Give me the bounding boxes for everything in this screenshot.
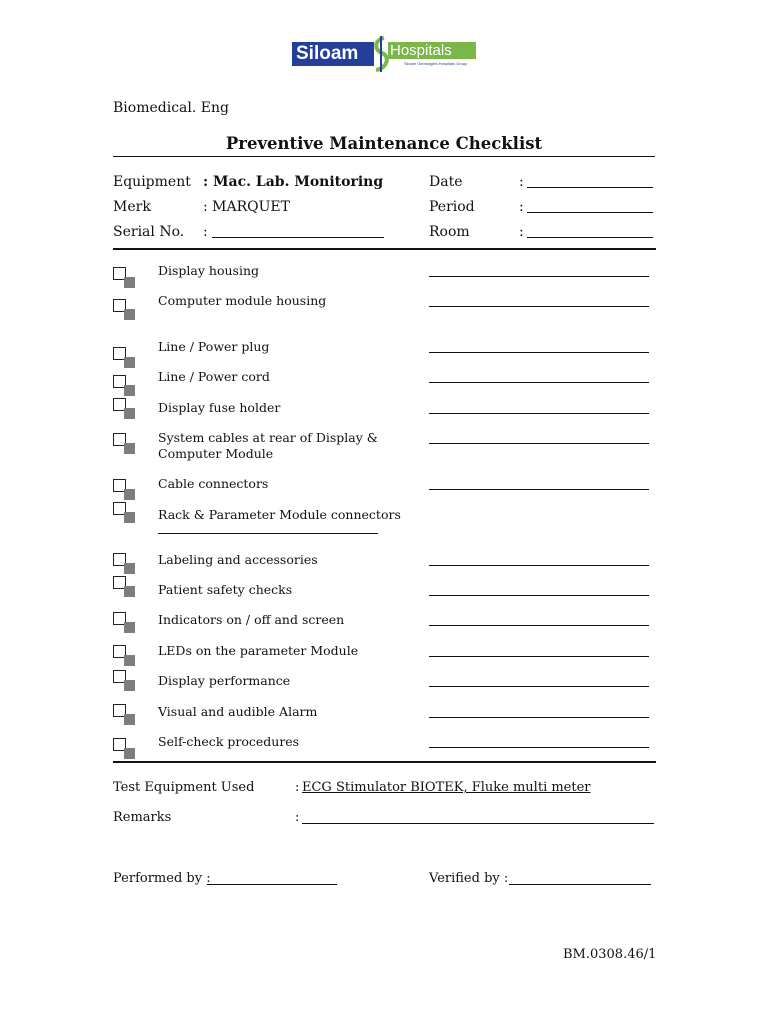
checkbox-display-performance[interactable]	[113, 670, 137, 692]
checkbox-patient-safety[interactable]	[113, 576, 137, 598]
logo-tagline: Siloam Gleneagles Hospitals Group	[404, 61, 468, 66]
checklist-item-label: Indicators on / off and screen	[158, 612, 345, 627]
checklist-result-line[interactable]	[429, 595, 649, 596]
test-equipment-value: ECG Stimulator BIOTEK, Fluke multi meter	[302, 780, 591, 795]
section-divider-top	[113, 248, 656, 250]
date-colon: :	[519, 174, 524, 190]
checkbox-labeling-accessories[interactable]	[113, 553, 137, 575]
room-colon: :	[519, 224, 524, 240]
checklist-item-label-line2: Computer Module	[158, 446, 274, 461]
checkbox-visual-audible-alarm[interactable]	[113, 704, 137, 726]
checklist-result-line[interactable]	[429, 413, 649, 414]
checkbox-line-power-plug[interactable]	[113, 347, 137, 369]
period-label: Period	[429, 199, 475, 215]
date-input-line[interactable]	[527, 187, 653, 188]
checklist-item-label: Display performance	[158, 673, 291, 688]
remarks-label: Remarks	[113, 810, 172, 825]
checklist-result-line[interactable]	[429, 656, 649, 657]
checklist-result-line[interactable]	[429, 276, 649, 277]
checkbox-computer-module-housing[interactable]	[113, 299, 137, 321]
checklist-result-line[interactable]	[429, 625, 649, 626]
period-input-line[interactable]	[527, 212, 653, 213]
date-label: Date	[429, 174, 463, 190]
performed-by-label: Performed by :	[113, 871, 211, 886]
merk-label: Merk	[113, 199, 151, 215]
checkbox-display-housing[interactable]	[113, 267, 137, 289]
checklist-result-line[interactable]	[429, 747, 649, 748]
checklist-result-line[interactable]	[429, 443, 649, 444]
checklist-result-line[interactable]	[158, 533, 378, 534]
checkbox-rack-parameter-connectors[interactable]	[113, 502, 137, 524]
checkbox-cable-connectors[interactable]	[113, 479, 137, 501]
checklist-result-line[interactable]	[429, 382, 649, 383]
checklist-item-label: Line / Power cord	[158, 369, 270, 384]
checklist-result-line[interactable]	[429, 489, 649, 490]
checklist-result-line[interactable]	[429, 686, 649, 687]
checkbox-display-fuse-holder[interactable]	[113, 398, 137, 420]
checkbox-indicators[interactable]	[113, 612, 137, 634]
checklist-result-line[interactable]	[429, 306, 649, 307]
checkbox-leds-parameter-module[interactable]	[113, 645, 137, 667]
checklist-item-label: Labeling and accessories	[158, 552, 318, 567]
checklist-result-line[interactable]	[429, 352, 649, 353]
checklist-item-label: LEDs on the parameter Module	[158, 643, 359, 658]
checklist-item-label: Self-check procedures	[158, 734, 300, 749]
serial-colon: :	[203, 224, 208, 240]
equipment-value: : Mac. Lab. Monitoring	[203, 174, 384, 190]
checklist-result-line[interactable]	[429, 565, 649, 566]
department-label: Biomedical. Eng	[113, 100, 229, 116]
checklist-item-label: Computer module housing	[158, 293, 327, 308]
verified-by-line[interactable]	[509, 884, 651, 885]
checklist-item-label: Display fuse holder	[158, 400, 281, 415]
room-input-line[interactable]	[527, 237, 653, 238]
checklist-item-label: Rack & Parameter Module connectors	[158, 507, 401, 522]
performed-by-line[interactable]	[207, 884, 337, 885]
remarks-input-line[interactable]	[302, 823, 654, 824]
checklist-result-line[interactable]	[429, 717, 649, 718]
serial-label: Serial No.	[113, 224, 185, 240]
page-title: Preventive Maintenance Checklist	[225, 134, 543, 153]
checklist-item-label: Line / Power plug	[158, 339, 270, 354]
test-equipment-colon: :	[295, 780, 300, 795]
room-label: Room	[429, 224, 470, 240]
siloam-hospitals-logo	[292, 36, 476, 72]
checkbox-self-check[interactable]	[113, 738, 137, 760]
checklist-item-label: Display housing	[158, 263, 260, 278]
remarks-colon: :	[295, 810, 300, 825]
verified-by-label: Verified by :	[429, 871, 509, 886]
equipment-label: Equipment	[113, 174, 191, 190]
checklist-item-label: Patient safety checks	[158, 582, 293, 597]
document-code: BM.0308.46/1	[563, 947, 657, 962]
title-underline	[113, 156, 655, 157]
logo-brand-secondary: Hospitals	[388, 42, 476, 59]
checkbox-system-cables[interactable]	[113, 433, 137, 455]
section-divider-bottom	[113, 761, 656, 763]
period-colon: :	[519, 199, 524, 215]
checklist-item-label: System cables at rear of Display &	[158, 430, 378, 445]
checklist-item-label: Cable connectors	[158, 476, 269, 491]
serial-input-line[interactable]	[212, 237, 384, 238]
test-equipment-label: Test Equipment Used	[113, 780, 255, 795]
merk-value: : MARQUET	[203, 199, 290, 215]
logo-brand: Siloam	[292, 42, 374, 66]
checklist-item-label: Visual and audible Alarm	[158, 704, 318, 719]
checkbox-line-power-cord[interactable]	[113, 375, 137, 397]
